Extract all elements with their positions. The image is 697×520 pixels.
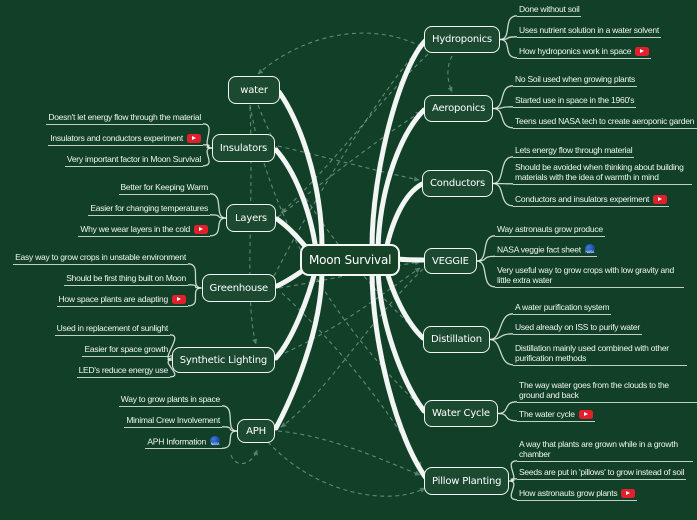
topic-node-synthetic-lighting[interactable] xyxy=(172,347,275,373)
leaf-connector-line xyxy=(210,215,226,218)
leaf-item-text: The water cycle xyxy=(519,409,575,419)
leaf-item-text: Very useful way to grow crops with low gravity and little extra water xyxy=(497,265,674,285)
leaf-item-text: APH Information xyxy=(147,436,206,447)
topic-node-label: Aeroponics xyxy=(432,103,486,114)
leaf-item-text: How astronauts grow plants xyxy=(519,488,618,498)
leaf-connector-line xyxy=(500,37,517,40)
leaf-item-insulators-3[interactable] xyxy=(65,154,203,167)
topic-node-aph[interactable] xyxy=(237,419,275,443)
leaf-item-hydroponics-1[interactable] xyxy=(517,4,581,17)
leaf-item-insulators-2[interactable] xyxy=(48,133,203,146)
leaf-item-aeroponics-1[interactable] xyxy=(513,74,637,87)
central-node-label: Moon Survival xyxy=(309,253,392,267)
leaf-item-conductors-3[interactable] xyxy=(513,194,669,207)
leaf-item-greenhouse-2[interactable] xyxy=(64,273,188,286)
topic-node-distillation[interactable] xyxy=(423,326,490,353)
topic-node-label: APH xyxy=(246,425,266,437)
leaf-item-text: Used already on ISS to purify water xyxy=(515,322,640,332)
topic-node-water[interactable] xyxy=(228,76,280,104)
leaf-item-greenhouse-3[interactable] xyxy=(57,294,188,307)
leaf-item-text: Easier for space growth xyxy=(84,344,168,354)
leaf-item-text: Done without soil xyxy=(519,4,580,14)
leaf-item-aph-1[interactable] xyxy=(119,394,222,407)
topic-node-hydroponics[interactable] xyxy=(424,26,500,53)
leaf-connector-line xyxy=(222,431,237,448)
leaf-item-text: Easier for changing temperatures xyxy=(90,203,208,213)
nasa-icon[interactable] xyxy=(585,244,595,254)
leaf-item-text: Lets energy flow through material xyxy=(515,145,633,155)
leaf-item-synthetic-lighting-1[interactable] xyxy=(55,323,170,336)
topic-node-aeroponics[interactable] xyxy=(424,95,493,122)
youtube-icon[interactable] xyxy=(635,47,649,56)
leaf-item-layers-1[interactable] xyxy=(119,182,210,195)
leaf-item-text: Used in replacement of sunlight xyxy=(56,323,168,333)
leaf-connector-line xyxy=(203,148,212,166)
leaf-item-text: Better for Keeping Warm xyxy=(120,182,208,192)
leaf-connector-line xyxy=(477,236,495,261)
topic-node-label: Greenhouse xyxy=(209,282,268,294)
topic-node-label: Water Cycle xyxy=(432,408,490,419)
leaf-connector-line xyxy=(493,184,513,206)
leaf-item-layers-3[interactable] xyxy=(78,224,210,237)
leaf-item-synthetic-lighting-2[interactable] xyxy=(82,344,170,357)
cross-link-line xyxy=(258,33,428,74)
youtube-icon[interactable] xyxy=(621,489,635,498)
leaf-item-text: Minimal Crew Involvement xyxy=(126,415,220,425)
topic-node-label: Insulators xyxy=(219,142,267,154)
leaf-item-hydroponics-3[interactable] xyxy=(517,46,651,59)
topic-node-label: Distillation xyxy=(431,334,482,345)
youtube-icon[interactable] xyxy=(653,195,667,204)
leaf-item-text: How hydroponics work in space xyxy=(519,46,632,56)
youtube-icon[interactable] xyxy=(194,225,208,234)
topic-node-water-cycle[interactable] xyxy=(424,400,498,427)
leaf-item-text: Insulators and conductors experiment xyxy=(50,133,183,143)
leaf-item-text: Uses nutrient solution in a water solvent xyxy=(519,25,659,35)
leaf-item-text: Way astronauts grow produce xyxy=(497,224,603,234)
leaf-connector-line xyxy=(498,414,517,421)
topic-node-label: Pillow Planting xyxy=(432,475,502,487)
topic-node-insulators[interactable] xyxy=(212,134,275,162)
nasa-icon[interactable] xyxy=(210,436,220,446)
branch-line xyxy=(386,184,422,250)
leaf-connector-line xyxy=(493,86,513,109)
leaf-connector-line xyxy=(490,334,513,340)
leaf-item-pillow-planting-1[interactable] xyxy=(517,439,693,462)
leaf-item-text: Should be first thing built on Moon xyxy=(66,273,186,283)
leaf-item-greenhouse-1[interactable] xyxy=(13,252,188,265)
cross-link-line xyxy=(231,450,257,464)
leaf-item-text: Teens used NASA tech to create aeroponic garden xyxy=(515,116,695,126)
youtube-icon[interactable] xyxy=(172,295,186,304)
leaf-item-text: Way to grow plants in space xyxy=(120,394,220,404)
leaf-item-text: Doesn't let energy flow through the material xyxy=(48,112,201,122)
topic-node-label: Synthetic Lighting xyxy=(179,354,267,366)
leaf-item-water-cycle-2[interactable] xyxy=(517,409,595,422)
topic-node-label: water xyxy=(240,84,268,96)
leaf-item-text: Seeds are put in 'pillows' to grow instead of soil xyxy=(519,467,685,477)
leaf-connector-line xyxy=(477,261,495,287)
leaf-item-aph-2[interactable] xyxy=(124,415,222,428)
youtube-icon[interactable] xyxy=(579,410,593,419)
leaf-item-veggie-1[interactable] xyxy=(495,224,605,237)
leaf-connector-line xyxy=(500,40,517,58)
leaf-connector-line xyxy=(210,218,226,236)
leaf-connector-line xyxy=(222,427,237,431)
leaf-connector-line xyxy=(493,109,513,128)
leaf-item-text: A water purification system xyxy=(515,302,610,312)
leaf-item-conductors-2[interactable] xyxy=(513,162,692,185)
topic-node-label: Layers xyxy=(235,212,267,224)
leaf-item-synthetic-lighting-3[interactable] xyxy=(77,365,170,378)
leaf-item-text: Started use in space in the 1960's xyxy=(515,95,635,105)
leaf-item-text: Why we wear layers in the cold xyxy=(80,224,190,234)
leaf-item-insulators-1[interactable] xyxy=(46,112,203,125)
leaf-connector-line xyxy=(509,481,517,500)
cross-link-line xyxy=(281,269,423,427)
leaf-item-aeroponics-3[interactable] xyxy=(513,116,697,129)
leaf-item-distillation-3[interactable] xyxy=(513,343,687,366)
topic-node-layers[interactable] xyxy=(226,204,276,232)
leaf-item-layers-2[interactable] xyxy=(88,203,210,216)
topic-node-conductors[interactable] xyxy=(422,170,493,197)
leaf-item-text: Easy way to grow crops in unstable environment xyxy=(15,252,186,262)
leaf-item-text: No Soil used when growing plants xyxy=(515,74,636,84)
leaf-connector-line xyxy=(188,288,202,306)
leaf-connector-line xyxy=(490,340,513,365)
leaf-item-text: Very important factor in Moon Survival xyxy=(66,154,201,164)
leaf-item-distillation-1[interactable] xyxy=(513,302,611,315)
branch-line xyxy=(378,110,424,248)
topic-node-veggie[interactable] xyxy=(424,248,477,274)
cross-link-line xyxy=(282,293,421,467)
leaf-item-text: Conductors and insulators experiment xyxy=(515,194,650,204)
leaf-item-text: The way water goes from the clouds to the ground and back xyxy=(519,380,669,400)
leaf-item-veggie-3[interactable] xyxy=(495,265,684,288)
leaf-item-text: NASA veggie fact sheet xyxy=(497,244,581,255)
leaf-item-text: How space plants are adapting xyxy=(58,294,168,304)
leaf-connector-line xyxy=(509,461,517,481)
leaf-connector-line xyxy=(498,402,517,414)
topic-node-label: Hydroponics xyxy=(432,34,492,45)
leaf-item-text: A way that plants are grown while in a growth chamber xyxy=(519,439,678,459)
leaf-item-pillow-planting-3[interactable] xyxy=(517,488,637,501)
leaf-connector-line xyxy=(188,285,202,288)
leaf-item-aeroponics-2[interactable] xyxy=(513,95,636,108)
topic-node-label: VEGGIE xyxy=(432,255,469,267)
leaf-item-veggie-2[interactable] xyxy=(495,244,597,257)
leaf-item-hydroponics-2[interactable] xyxy=(517,25,661,38)
central-node-moon-survival[interactable] xyxy=(300,244,400,276)
youtube-icon[interactable] xyxy=(187,134,201,143)
leaf-item-text: Distillation mainly used combined with other purification methods xyxy=(515,343,669,363)
branch-line xyxy=(397,259,424,260)
topic-node-pillow-planting[interactable] xyxy=(424,467,509,495)
leaf-connector-line xyxy=(477,256,495,261)
leaf-item-text: Should be avoided when thinking about building materials with the idea of warmth in mind xyxy=(515,162,684,182)
leaf-item-water-cycle-1[interactable] xyxy=(517,380,697,403)
cross-link-line xyxy=(448,56,452,92)
leaf-item-pillow-planting-2[interactable] xyxy=(517,467,686,480)
leaf-connector-line xyxy=(500,16,517,40)
leaf-item-text: LED's reduce energy use xyxy=(78,365,168,375)
leaf-item-conductors-1[interactable] xyxy=(513,145,634,158)
leaf-connector-line xyxy=(493,157,513,184)
topic-node-label: Conductors xyxy=(430,178,485,189)
leaf-item-distillation-2[interactable] xyxy=(513,322,642,335)
cross-link-line xyxy=(268,442,425,496)
leaf-item-aph-3[interactable] xyxy=(145,436,222,449)
topic-node-greenhouse[interactable] xyxy=(202,274,276,302)
